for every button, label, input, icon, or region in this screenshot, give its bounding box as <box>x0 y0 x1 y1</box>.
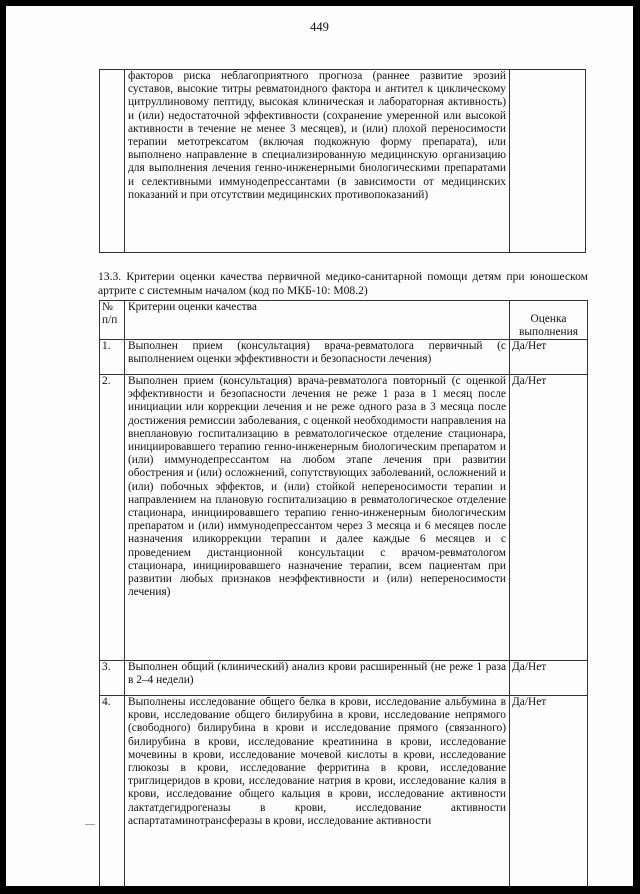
row-num: 4. <box>100 696 125 887</box>
header-evaluation-text: Оценка выполнения <box>519 313 578 338</box>
section-heading: 13.3. Критерии оценки качества первичной медико-санитарной помощи детям при юношеском артрите с системным началом (код по МКБ-10: М08.2) <box>98 270 588 297</box>
header-criteria: Критерии оценки качества <box>125 301 510 340</box>
table-header-row <box>100 301 588 340</box>
table-cell-evaluation <box>510 70 586 253</box>
table-cell-criteria <box>125 70 510 253</box>
row-num: 3. <box>100 661 125 696</box>
row-criteria <box>125 340 510 375</box>
table-row <box>100 340 588 375</box>
row-criteria-text: Выполнен прием (консультация) врача-ревматолога первичный (с выполнением оценки эффективности и безопасности лечения) <box>128 340 506 366</box>
row-evaluation: Да/Нет <box>510 340 588 375</box>
row-criteria-text: Выполнены исследование общего белка в крови, исследование альбумина в крови, исследование общего билирубина в крови, исследование непрямого (свободного) билирубина в крови и исследование прямого (связанного) билирубина в крови, исследование креатинина в крови, исследование мочевины в крови, исследование мочевой кислоты в крови, исследование глюкозы в крови, исследование ферритина в крови, исследование триглицеридов в крови, исследование натрия в крови, исследование калия в крови, исследование общего кальция в крови, исследование активности лактатдегидрогеназы в крови, исследование активности аспартатаминотрансферазы в крови, исследование активности <box>128 696 506 827</box>
page-number: 449 <box>310 20 329 34</box>
row-criteria <box>125 375 510 661</box>
row-evaluation: Да/Нет <box>510 661 588 696</box>
row-criteria-text: Выполнен прием (консультация) врача-ревматолога повторный (с оценкой эффективности и безопасности лечения не реже 1 раза в 1 месяц после инициации или коррекции лечения и не реже одного раза в 3 месяца после достижения ремиссии заболевания, с оценкой необходимости направления на внеплановую госпитализацию в ревматологическое отделение стационара, инициировавшего терапию генно-инженерным биологическим препаратом и (или) иммунодепрессантом на любом этапе лечения при развитии обострения и (или) осложнений, сопутствующих заболеваний, осложнений и (или) побочных эффектов, и (или) стойкой непереносимости терапии и направлением на плановую госпитализацию в ревматологическое отделение стационара, инициировавшего терапию генно-инженерным биологическим препаратом и (или) иммунодепрессантом через 3 месяца и 6 месяцев после назначения иликоррекции терапии и далее каждые 6 месяцев и с проведением дистанционной консультации с врачом-ревматологом стационара, инициировавшего назначение терапии, всем пациентам при развитии любых признаков неэффективности и (или) непереносимости лечения) <box>128 375 506 599</box>
continued-table <box>99 69 586 253</box>
table-row <box>100 70 586 253</box>
row-evaluation: Да/Нет <box>510 375 588 661</box>
table-cell-num <box>100 70 125 253</box>
row-num: 2. <box>100 375 125 661</box>
continued-criteria-text: факторов риска неблагоприятного прогноза (раннее развитие эрозий суставов, высокие титры ревматоидного фактора и антител к циклическому цитруллиновому пептиду, высокая клиническая и лабораторная активность) и (или) недостаточной эффективности (сохранение умеренной или высокой активности в течение не менее 3 месяцев), и (или) плохой переносимости терапии метотрексатом (включая подкожную форму препарата), или выполнено направление в специализированную медицинскую организацию для выполнения лечения генно-инженерными биологическими препаратами и селективными иммунодепрессантами (в зависимости от медицинских показаний и при отсутствии медицинских противопоказаний) <box>128 70 506 201</box>
row-num: 1. <box>100 340 125 375</box>
document-page <box>6 6 633 886</box>
table-row <box>100 375 588 661</box>
table-row <box>100 696 588 887</box>
row-evaluation: Да/Нет <box>510 696 588 887</box>
header-num: № п/п <box>100 301 125 340</box>
row-criteria-text: Выполнен общий (клинический) анализ крови расширенный (не реже 1 раза в 2–4 недели) <box>128 661 506 687</box>
header-evaluation <box>510 301 588 340</box>
footer-mark: — <box>85 819 95 830</box>
row-criteria <box>125 661 510 696</box>
row-criteria <box>125 696 510 887</box>
criteria-table <box>99 300 588 886</box>
table-row <box>100 661 588 696</box>
